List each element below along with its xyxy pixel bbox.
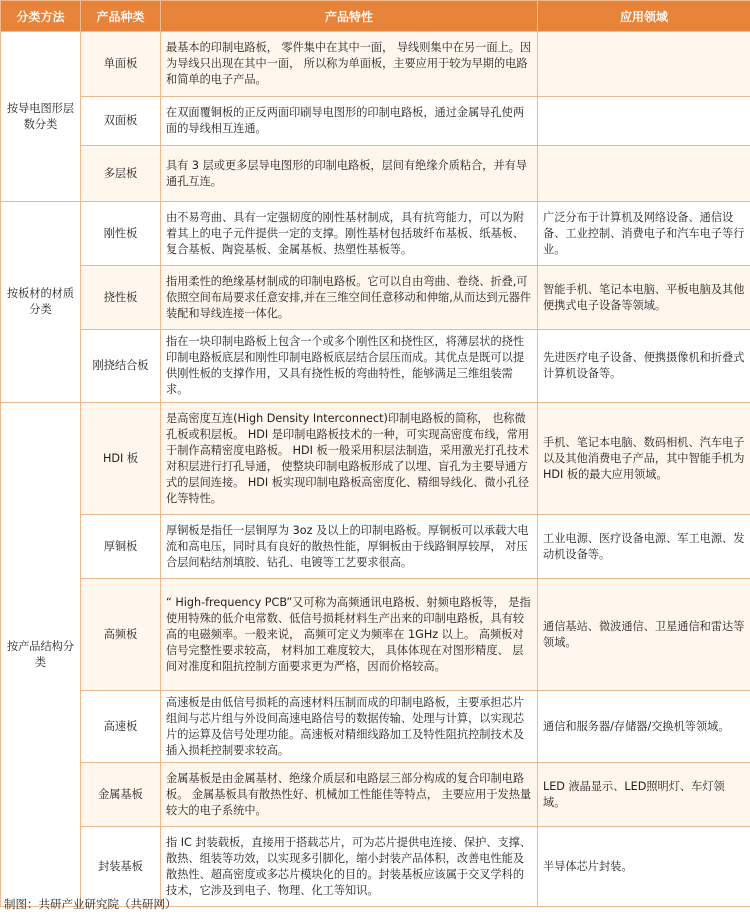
features-cell: “ High-frequency PCB”又可称为高频通讯电路板、射频电路板等， 是指使用特殊的低介电常数、低信号损耗材料生产出来的印制电路板，具有较高的电磁频率。一般来说， 高频可定义为频率在 1GHz 以上。 高频板对信号完整性要求较高， 材料加工难度较大， 具体体现在对图形精度、 层间对准度和阻抗控制方面要求更为严格，因而价格较高。 — [161, 579, 538, 691]
application-cell — [538, 32, 750, 97]
application-cell: 广泛分布于计算机及网络设备、通信设备、工业控制、消费电子和汽车电子等行业。 — [538, 202, 750, 266]
features-cell: 由不易弯曲、具有一定强韧度的刚性基材制成，具有抗弯能力，可以为附着其上的电子元件提供一定的支撑。刚性基材包括玻纤布基板、纸基板、复合基板、陶瓷基板、金属基板、热塑性基板等。 — [161, 202, 538, 266]
table-row — [1, 403, 750, 515]
application-cell: LED 液晶显示、LED照明灯、车灯领域。 — [538, 763, 750, 827]
features-cell: 指在一块印制电路板上包含一个或多个刚性区和挠性区，将薄层状的挠性印制电路板底层和刚性印制电路板底层结合层压而成。其优点是既可以提供刚性板的支撑作用，又具有挠性板的弯曲特性，能够满足三维组装需求。 — [161, 330, 538, 403]
type-cell: 单面板 — [81, 32, 161, 97]
application-cell — [538, 146, 750, 202]
table-row — [1, 266, 750, 330]
source-footer: 制图：共研产业研究院（共研网） — [4, 897, 177, 911]
type-cell: HDI 板 — [81, 403, 161, 515]
features-cell: 厚铜板是指任一层铜厚为 3oz 及以上的印制电路板。厚铜板可以承载大电流和高电压，同时具有良好的散热性能，厚铜板由于线路铜厚较厚， 对压合层间粘结剂填胶、钻孔、电镀等工艺要求很高。 — [161, 515, 538, 579]
application-cell: 先进医疗电子设备、便携摄像机和折叠式计算机设备等。 — [538, 330, 750, 403]
table-row — [1, 763, 750, 827]
application-cell: 半导体芯片封装。 — [538, 827, 750, 907]
application-cell: 手机、笔记本电脑、数码相机、汽车电子以及其他消费电子产品，其中智能手机为 HDI 板的最大应用领域。 — [538, 403, 750, 515]
features-cell: 是高密度互连(High Density Interconnect)印制电路板的简称， 也称微孔板或积层板。 HDI 是印制电路板技术的一种，可实现高密度布线，常用于制作高精密度电路板。 HDI 板一般采用积层法制造，采用激光打孔技术对积层进行打孔导通， 使整块印制电路板形成了以埋、盲孔为主要导通方式的层间连接。 HDI 板实现印制电路板高密度化、精细导线化、微小孔径化等特性。 — [161, 403, 538, 515]
type-cell: 金属基板 — [81, 763, 161, 827]
table-row — [1, 827, 750, 907]
type-cell: 厚铜板 — [81, 515, 161, 579]
table-row — [1, 579, 750, 691]
table-header-row — [1, 1, 750, 32]
type-cell: 双面板 — [81, 97, 161, 146]
features-cell: 指 IC 封装载板，直接用于搭载芯片，可为芯片提供电连接、保护、支撑、散热、组装等功效，以实现多引脚化，缩小封装产品体积，改善电性能及散热性、超高密度或多芯片模块化的目的。封装基板应该属于交叉学科的技术，它涉及到电子、物理、化工等知识。 — [161, 827, 538, 907]
features-cell: 在双面覆铜板的正反两面印刷导电图形的印制电路板，通过金属导孔使两面的导线相互连通。 — [161, 97, 538, 146]
table-row — [1, 691, 750, 763]
group-by-layers: 按导电图形层数分类 — [1, 32, 81, 202]
header-features: 产品特性 — [161, 1, 538, 32]
type-cell: 刚性板 — [81, 202, 161, 266]
type-cell: 挠性板 — [81, 266, 161, 330]
features-cell: 指用柔性的绝缘基材制成的印制电路板。它可以自由弯曲、卷绕、折叠,可依照空间布局要求任意安排,并在三维空间任意移动和伸缩,从而达到元器件装配和导线连接一体化。 — [161, 266, 538, 330]
type-cell: 刚挠结合板 — [81, 330, 161, 403]
header-method: 分类方法 — [1, 1, 81, 32]
application-cell — [538, 97, 750, 146]
features-cell: 最基本的印制电路板， 零件集中在其中一面， 导线则集中在另一面上。因为导线只出现在其中一面， 所以称为单面板，主要应用于较为早期的电路和简单的电子产品。 — [161, 32, 538, 97]
application-cell: 工业电源、医疗设备电源、军工电源、发动机设备等。 — [538, 515, 750, 579]
type-cell: 高速板 — [81, 691, 161, 763]
type-cell: 封装基板 — [81, 827, 161, 907]
table-row — [1, 32, 750, 97]
table-row — [1, 97, 750, 146]
group-by-structure: 按产品结构分类 — [1, 403, 81, 907]
table-row — [1, 202, 750, 266]
type-cell: 多层板 — [81, 146, 161, 202]
table-row — [1, 330, 750, 403]
features-cell: 具有 3 层或更多层导电图形的印制电路板，层间有绝缘介质粘合，并有导通孔互连。 — [161, 146, 538, 202]
type-cell: 高频板 — [81, 579, 161, 691]
header-type: 产品种类 — [81, 1, 161, 32]
table-row — [1, 146, 750, 202]
group-by-material: 按板材的材质分类 — [1, 202, 81, 403]
header-application: 应用领域 — [538, 1, 750, 32]
features-cell: 高速板是由低信号损耗的高速材料压制而成的印制电路板，主要承担芯片组间与芯片组与外设间高速电路信号的数据传输、处理与计算，以实现芯片的运算及信号处理功能。高速板对精细线路加工及特性阻抗控制技术及插入损耗控制要求较高。 — [161, 691, 538, 763]
application-cell: 通信和服务器/存储器/交换机等领域。 — [538, 691, 750, 763]
application-cell: 智能手机、笔记本电脑、平板电脑及其他便携式电子设备等领域。 — [538, 266, 750, 330]
table-row — [1, 515, 750, 579]
application-cell: 通信基站、微波通信、卫星通信和雷达等领域。 — [538, 579, 750, 691]
features-cell: 金属基板是由金属基材、绝缘介质层和电路层三部分构成的复合印制电路板。 金属基板具有散热性好、机械加工性能佳等特点， 主要应用于发热量较大的电子系统中。 — [161, 763, 538, 827]
